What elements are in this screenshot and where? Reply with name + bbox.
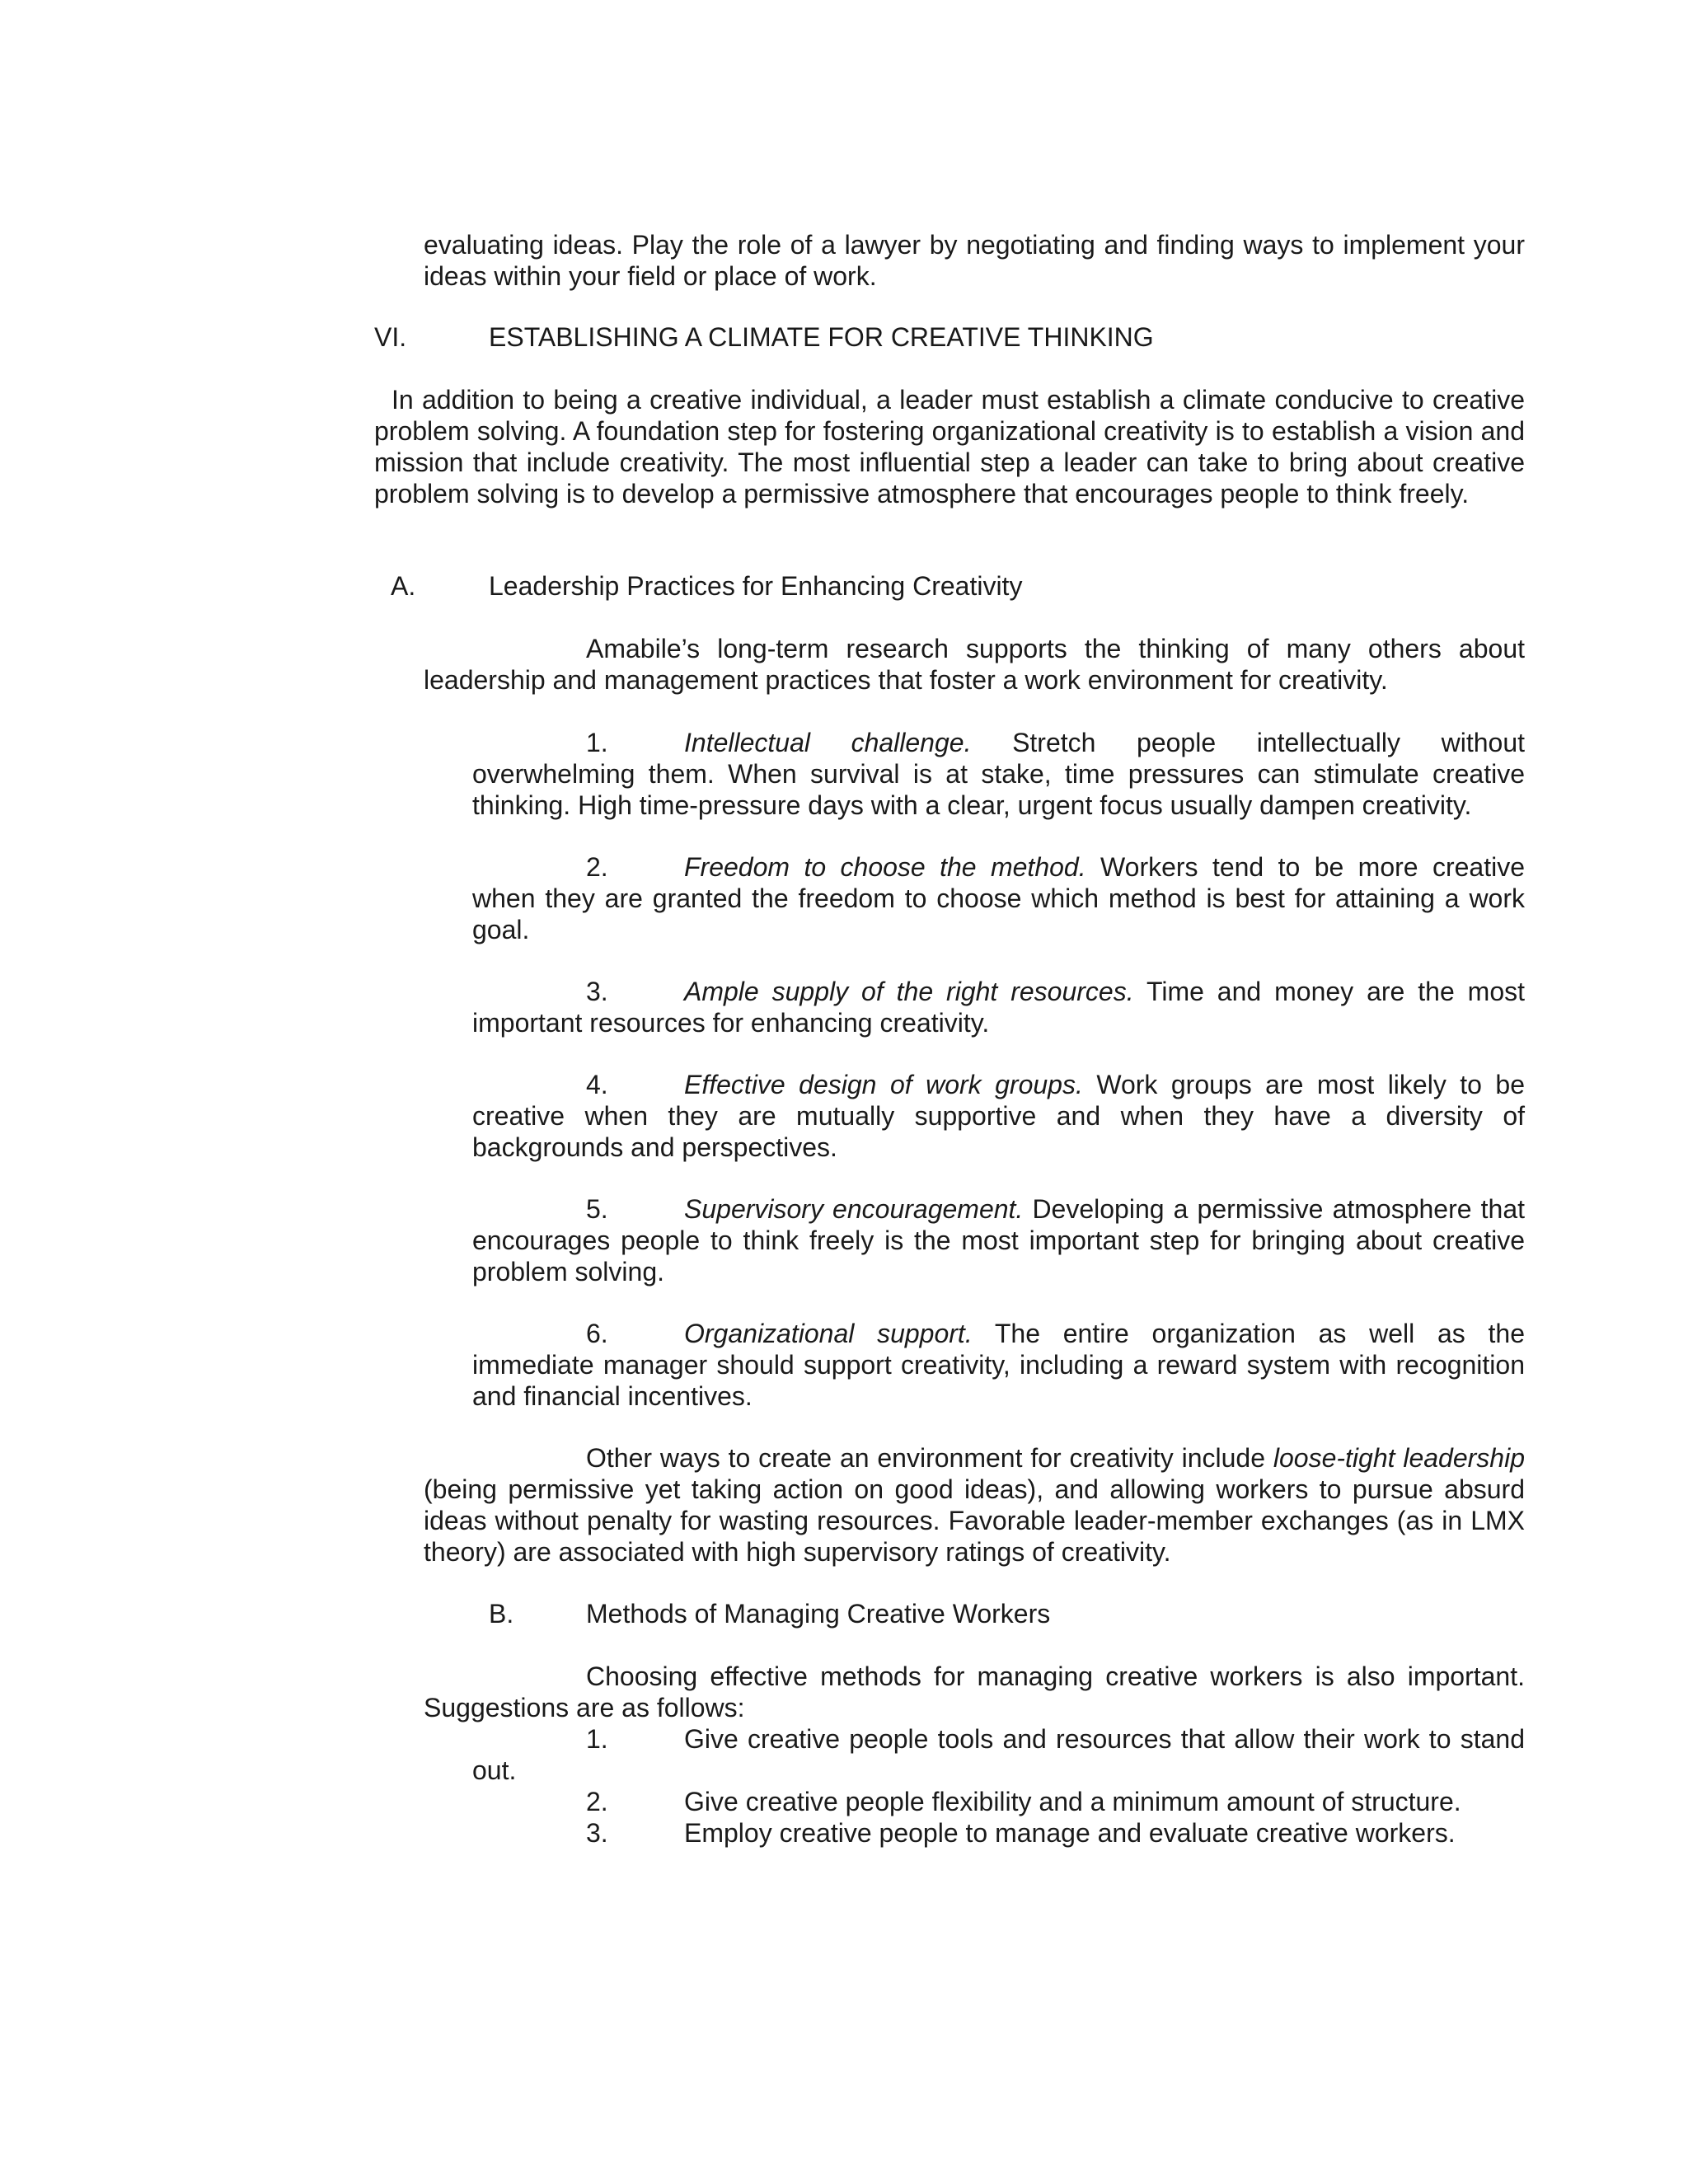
method-item-3: Employ creative people to manage and evaluate creative workers. <box>684 1818 1456 1848</box>
subsection-b-intro: Choosing effective methods for managing creative workers is also important. Suggestions are as follows: <box>424 1661 1525 1722</box>
practice-term-1: Intellectual challenge. <box>684 728 972 757</box>
practice-text-5: Developing a permissive atmosphere that encourages people to think freely is the most important step for bringing about creative problem solving. <box>472 1194 1526 1286</box>
subsection-a-title: Leadership Practices for Enhancing Creativity <box>489 571 1023 601</box>
practice-item-3 <box>472 976 1525 1038</box>
practice-item-1 <box>472 727 1525 821</box>
method-number-3: 3. <box>586 1818 608 1848</box>
practice-text-4: Work groups are most likely to be creative when they are mutually supportive and when they have a diversity of backgrounds and perspectives. <box>472 1070 1526 1162</box>
subsection-a-intro: Amabile’s long-term research supports the thinking of many others about leadership and management practices that foster a work environment for creativity. <box>424 634 1525 695</box>
practice-text-1: Stretch people intellectually without overwhelming them. When survival is at stake, time pressures can stimulate creative thinking. High time-pressure days with a clear, urgent focus usually dampen creativity. <box>472 728 1526 820</box>
continuation-paragraph: evaluating ideas. Play the role of a lawyer by negotiating and finding ways to implement your ideas within your field or place of work. <box>424 230 1525 291</box>
practice-text-6: The entire organization as well as the immediate manager should support creativity, including a reward system with recognition and financial incentives. <box>472 1319 1525 1411</box>
subsection-a-letter: A. <box>391 571 416 601</box>
other-ways-paragraph <box>424 1442 1525 1568</box>
practice-item-2 <box>472 851 1525 945</box>
practice-item-4 <box>472 1069 1525 1163</box>
practice-number-5: 5. <box>586 1194 608 1224</box>
practice-text-2: Workers tend to be more creative when they are granted the freedom to choose which method is best for attaining a work goal. <box>472 852 1526 944</box>
section-title: ESTABLISHING A CLIMATE FOR CREATIVE THINKING <box>489 322 1154 352</box>
practice-item-6 <box>472 1318 1525 1412</box>
method-number-2: 2. <box>586 1787 608 1816</box>
practice-number-4: 4. <box>586 1070 608 1099</box>
other-ways-pre: Other ways to create an environment for creativity include <box>586 1443 1273 1473</box>
section-number: VI. <box>374 322 407 352</box>
practice-item-5 <box>472 1193 1525 1287</box>
method-number-1: 1. <box>586 1724 608 1754</box>
subsection-b-letter: B. <box>489 1599 514 1629</box>
practice-number-6: 6. <box>586 1319 608 1348</box>
other-ways-post: (being permissive yet taking action on good ideas), and allowing workers to pursue absurd ideas without penalty for wasting resources. Favorable leader-member exchanges (as in LMX theory) are associated with high supervisory ratings of creativity. <box>424 1474 1525 1567</box>
method-item-2: Give creative people flexibility and a minimum amount of structure. <box>684 1787 1461 1816</box>
practice-term-2: Freedom to choose the method. <box>684 852 1086 882</box>
section-intro-paragraph: In addition to being a creative individual, a leader must establish a climate conducive to creative problem solving. A foundation step for fostering organizational creativity is to establish a vision and mission that include creativity. The most influential step a leader can take to bring about creative problem solving is to develop a permissive atmosphere that encourages people to think freely. <box>374 385 1525 509</box>
practice-term-6: Organizational support. <box>684 1319 973 1348</box>
other-ways-term: loose-tight leadership <box>1273 1443 1526 1473</box>
practice-number-3: 3. <box>586 977 608 1006</box>
practice-number-2: 2. <box>586 852 608 882</box>
practice-text-3: Time and money are the most important resources for enhancing creativity. <box>472 977 1526 1038</box>
method-item-1: Give creative people tools and resources that allow their work to stand out. <box>472 1724 1525 1785</box>
subsection-b-title: Methods of Managing Creative Workers <box>586 1599 1051 1629</box>
practice-number-1: 1. <box>586 728 608 757</box>
practice-term-5: Supervisory encouragement. <box>684 1194 1024 1224</box>
practice-term-3: Ample supply of the right resources. <box>684 977 1134 1006</box>
practice-term-4: Effective design of work groups. <box>684 1070 1083 1099</box>
section-heading <box>374 321 406 353</box>
